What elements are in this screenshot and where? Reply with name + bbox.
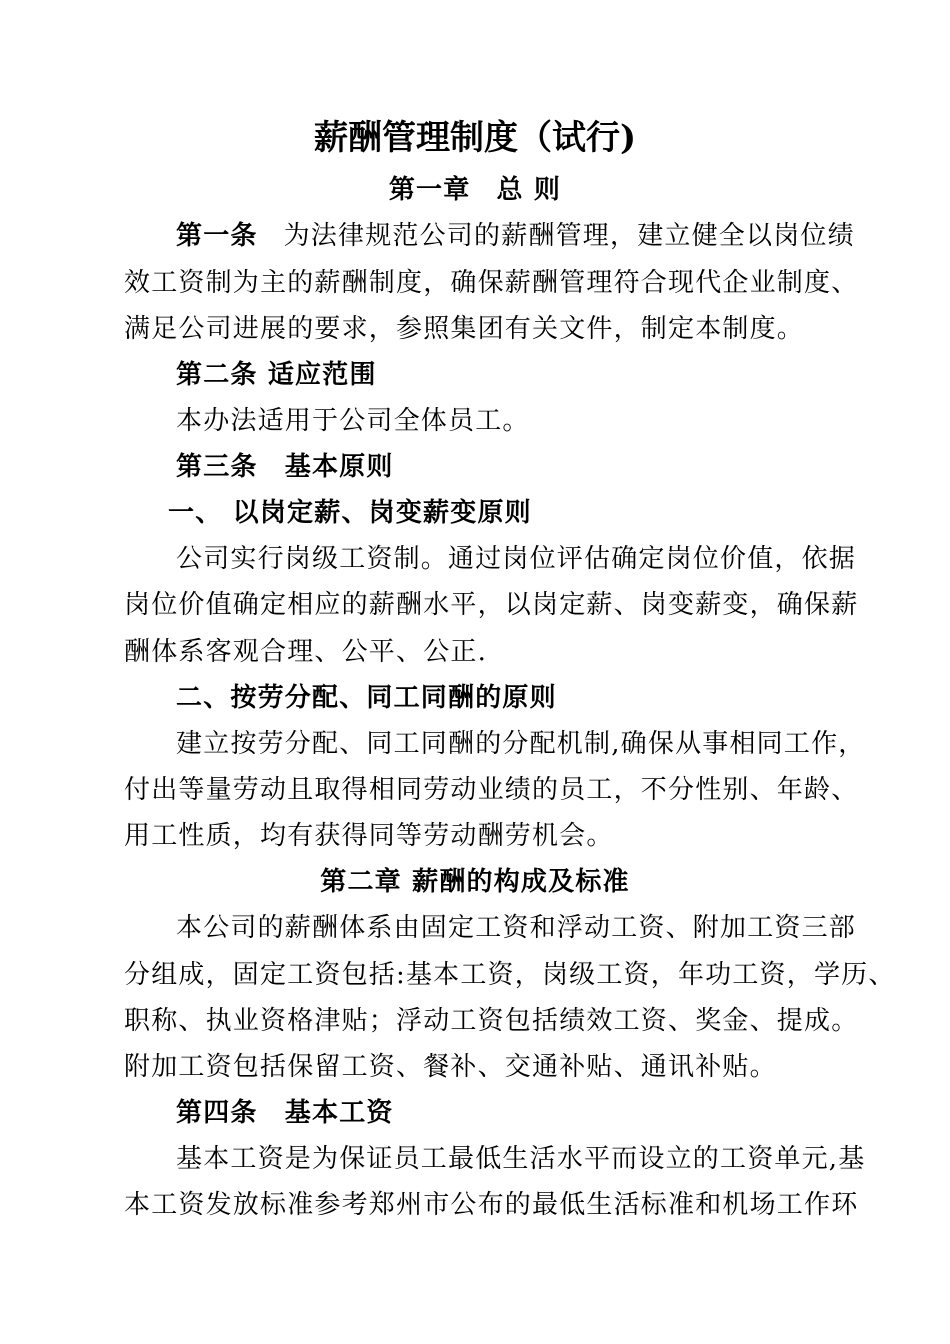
document-title: 薪酬管理制度（试行) (313, 118, 637, 158)
principle-1-text-0: 公司实行岗级工资制。通过岗位评估确定岗位价值，依据 (176, 544, 857, 574)
article-1-text-2: 满足公司进展的要求，参照集团有关文件，制定本制度。 (124, 314, 805, 344)
article-4-text-0: 基本工资是为保证员工最低生活水平而设立的工资单元,基 (176, 1144, 866, 1174)
article-2-heading: 第二条 适应范围 (176, 360, 377, 390)
article-4-heading: 第四条 基本工资 (176, 1098, 394, 1128)
principle-2-heading: 二、按劳分配、同工同酬的原则 (176, 683, 557, 713)
principle-1-text-2: 酬体系客观合理、公平、公正. (124, 637, 488, 667)
principle-2-text-0: 建立按劳分配、同工同酬的分配机制,确保从事相同工作， (176, 729, 866, 759)
article-4-text-1: 本工资发放标准参考郑州市公布的最低生活标准和机场工作环 (124, 1190, 859, 1220)
article-1-text-0: 为法律规范公司的薪酬管理，建立健全以岗位绩 (283, 221, 855, 251)
chapter-2-text-3: 附加工资包括保留工资、餐补、交通补贴、通讯补贴。 (124, 1052, 777, 1082)
article-3-heading: 第三条 基本原则 (176, 452, 394, 482)
chapter-2-heading: 第二章 薪酬的构成及标准 (320, 867, 630, 897)
chapter-1-heading (0, 172, 950, 208)
principle-2-text-2: 用工性质，均有获得同等劳动酬劳机会。 (124, 821, 614, 851)
chapter-2-text-1: 分组成，固定工资包括:基本工资，岗级工资，年功工资，学历、 (124, 960, 896, 990)
article-1-label: 第一条 (176, 221, 258, 251)
article-2-text: 本办法适用于公司全体员工。 (176, 406, 530, 436)
article-1-text-1: 效工资制为主的薪酬制度，确保薪酬管理符合现代企业制度、 (124, 268, 859, 298)
chapter-1-name: 总 则 (496, 175, 562, 205)
article-1-first-line (176, 218, 855, 254)
principle-2-text-1: 付出等量劳动且取得相同劳动业绩的员工，不分性别、年龄、 (124, 775, 859, 805)
chapter-1-label: 第一章 (388, 175, 471, 205)
principle-1-text-1: 岗位价值确定相应的薪酬水平，以岗定薪、岗变薪变，确保薪 (124, 590, 859, 620)
chapter-2-text-0: 本公司的薪酬体系由固定工资和浮动工资、附加工资三部 (176, 913, 857, 943)
chapter-2-text-2: 职称、执业资格津贴；浮动工资包括绩效工资、奖金、提成。 (124, 1006, 859, 1036)
principle-1-heading: 一、 以岗定薪、岗变薪变原则 (168, 498, 532, 528)
